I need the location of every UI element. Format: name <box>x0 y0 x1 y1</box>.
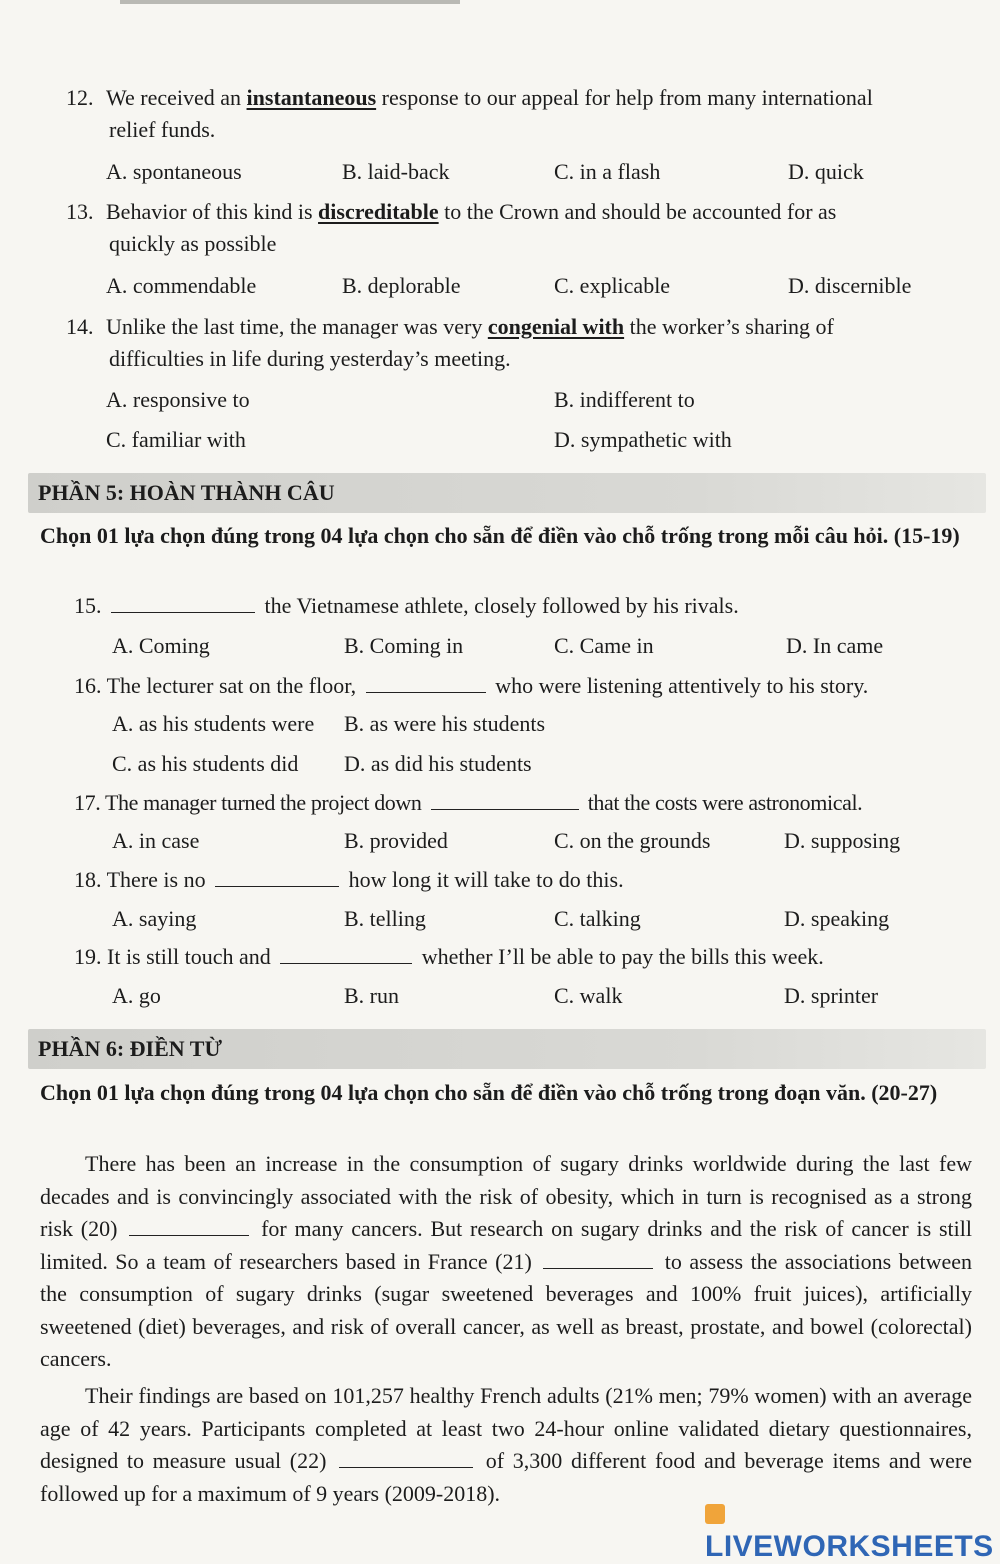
section-6-header <box>28 1029 986 1069</box>
option-a[interactable]: A. go <box>112 983 161 1008</box>
question-number: 14. <box>66 314 94 339</box>
options-16-row1 <box>112 708 992 740</box>
answer-blank[interactable] <box>431 789 579 810</box>
question-19: 19. It is still touch and whether I’ll be able to pay the bills this week. <box>74 944 824 969</box>
question-number: 12. <box>66 85 94 110</box>
options-13 <box>106 270 986 302</box>
blank-21[interactable] <box>543 1248 653 1269</box>
question-16: 16. The lecturer sat on the floor, who were listening attentively to his story. <box>74 673 869 698</box>
option-a[interactable]: A. in case <box>112 828 200 853</box>
option-c[interactable]: C. as his students did <box>112 751 299 776</box>
answer-blank[interactable] <box>366 672 486 693</box>
option-d[interactable]: D. quick <box>788 159 864 184</box>
options-16-row2 <box>112 748 992 780</box>
option-b[interactable]: B. run <box>344 983 399 1008</box>
option-b[interactable]: B. telling <box>344 906 426 931</box>
option-b[interactable]: B. deplorable <box>342 273 461 298</box>
question-14: 14. Unlike the last time, the manager was very congenial with the worker’s sharing of difficulties in life during yesterday’s meeting. <box>66 311 991 375</box>
option-a[interactable]: A. commendable <box>106 273 257 298</box>
keyword: discreditable <box>318 199 439 224</box>
option-c[interactable]: C. walk <box>554 983 623 1008</box>
option-a[interactable]: A. as his students were <box>112 711 315 736</box>
option-c[interactable]: C. familiar with <box>106 427 246 452</box>
options-12 <box>106 156 986 188</box>
section-title: PHẦN 6: ĐIỀN TỪ <box>38 1036 222 1061</box>
option-a[interactable]: A. responsive to <box>106 387 250 412</box>
option-c[interactable]: C. explicable <box>554 273 671 298</box>
passage-paragraph-2: Their findings are based on 101,257 healthy French adults (21% men; 79% women) with an average age of 42 years. Participants completed at least two 24-hour online validated dietary questionnaires, designed to measure usual (22) of 3,300 different food and beverage items and were followed up for a maximum of 9 years (2009-2018). <box>40 1383 972 1506</box>
option-b[interactable]: B. Coming in <box>344 633 464 658</box>
passage-paragraph-1: There has been an increase in the consumption of sugary drinks worldwide during the last few decades and is convincingly associated with the risk of obesity, which in turn is recognised as a strong risk (20) for many cancers. But research on sugary drinks and the risk of cancer is still limited. So a team of researchers based in France (21) to assess the associations between the consumption of sugary drinks (sugar sweetened beverages and 100% fruit juices), artificially sweetened (diet) beverages, and risk of overall cancer, as well as breast, prostate, and bowel (colorectal) cancers. <box>40 1151 972 1371</box>
keyword: instantaneous <box>246 85 377 110</box>
question-12: 12. We received an instantaneous response to our appeal for help from many international relief funds. <box>66 82 991 146</box>
section-5-header <box>28 473 986 513</box>
option-d[interactable]: D. sympathetic with <box>554 427 732 452</box>
answer-blank[interactable] <box>215 866 339 887</box>
question-15: 15. the Vietnamese athlete, closely followed by his rivals. <box>74 593 739 618</box>
option-d[interactable]: D. discernible <box>788 273 912 298</box>
options-14-row2 <box>106 424 986 456</box>
options-17 <box>112 825 992 857</box>
option-b[interactable]: B. laid-back <box>342 159 450 184</box>
liveworksheets-logo-icon <box>705 1504 725 1524</box>
option-d[interactable]: D. sprinter <box>784 983 879 1008</box>
question-17: 17. The manager turned the project down that the costs were astronomical. <box>74 790 863 815</box>
option-a[interactable]: A. Coming <box>112 633 210 658</box>
option-b[interactable]: B. provided <box>344 828 448 853</box>
option-d[interactable]: D. In came <box>786 633 884 658</box>
blank-20[interactable] <box>129 1215 249 1236</box>
section-title: PHẦN 5: HOÀN THÀNH CÂU <box>38 480 335 505</box>
option-c[interactable]: C. on the grounds <box>554 828 711 853</box>
option-b[interactable]: B. as were his students <box>344 711 546 736</box>
keyword: congenial with <box>487 314 625 339</box>
option-a[interactable]: A. saying <box>112 906 197 931</box>
options-15 <box>112 630 992 662</box>
section-5-instruction: Chọn 01 lựa chọn đúng trong 04 lựa chọn cho sẵn để điền vào chỗ trống trong mỗi câu hỏi. (15-19) <box>40 523 960 548</box>
options-14-row1 <box>106 384 986 416</box>
options-19 <box>112 980 992 1012</box>
options-18 <box>112 903 992 935</box>
blank-22[interactable] <box>339 1447 473 1468</box>
top-rule <box>120 0 460 4</box>
question-13: 13. Behavior of this kind is discreditable to the Crown and should be accounted for as quickly as possible <box>66 196 991 260</box>
section-6-instruction: Chọn 01 lựa chọn đúng trong 04 lựa chọn cho sẵn để điền vào chỗ trống trong đoạn văn. (20-27) <box>40 1080 938 1105</box>
option-b[interactable]: B. indifferent to <box>554 387 695 412</box>
option-d[interactable]: D. speaking <box>784 906 890 931</box>
option-c[interactable]: C. talking <box>554 906 641 931</box>
answer-blank[interactable] <box>280 943 412 964</box>
option-a[interactable]: A. spontaneous <box>106 159 242 184</box>
liveworksheets-watermark: LIVEWORKSHEETS <box>705 1496 1000 1564</box>
option-d[interactable]: D. supposing <box>784 828 901 853</box>
question-number: 13. <box>66 199 94 224</box>
option-c[interactable]: C. Came in <box>554 633 654 658</box>
option-c[interactable]: C. in a flash <box>554 159 661 184</box>
question-18: 18. There is no how long it will take to do this. <box>74 867 624 892</box>
option-d[interactable]: D. as did his students <box>344 751 532 776</box>
answer-blank[interactable] <box>111 592 255 613</box>
